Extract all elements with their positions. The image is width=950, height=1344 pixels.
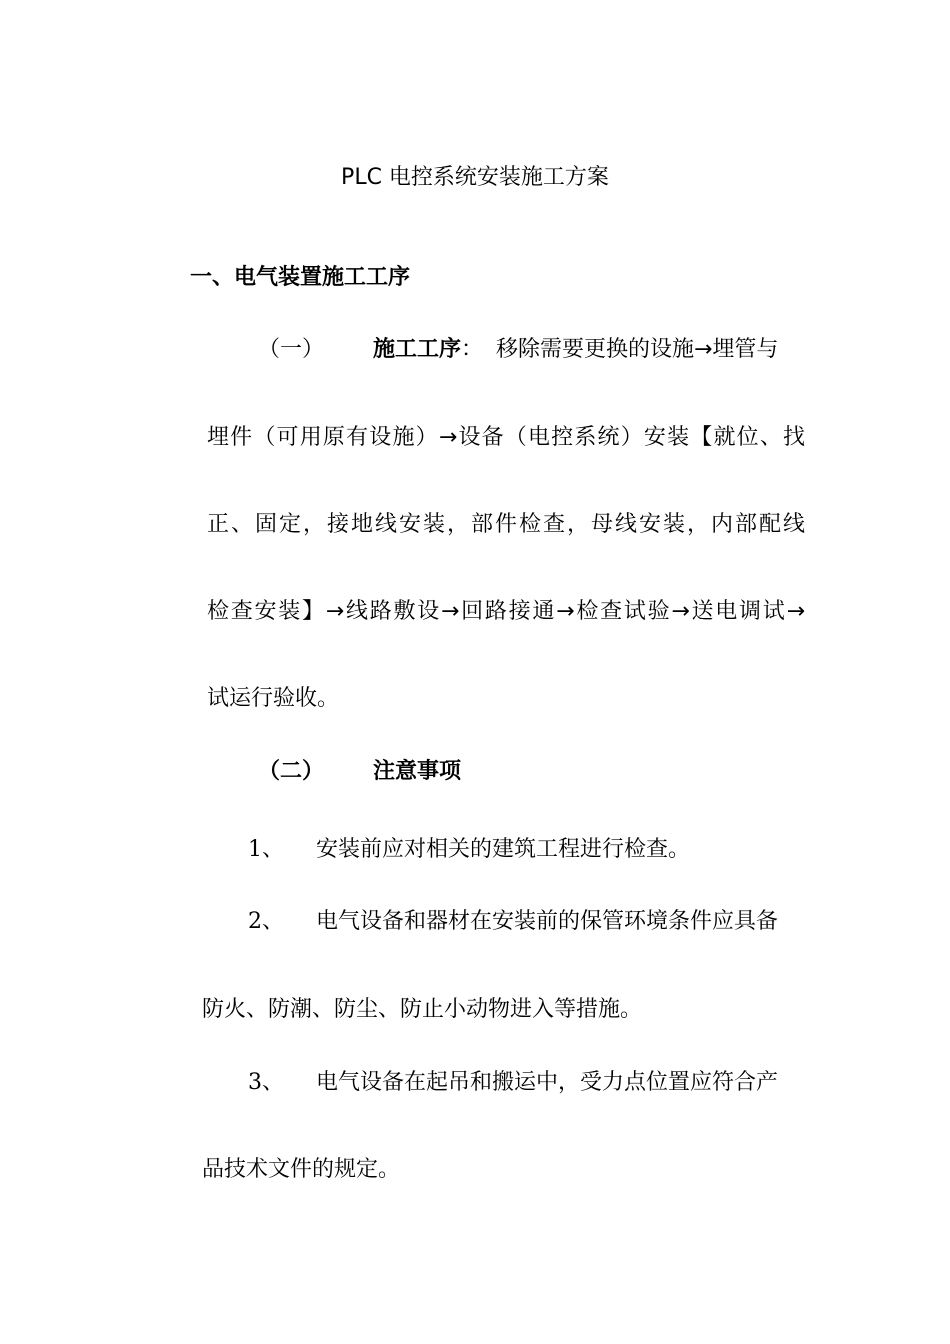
list-item-line: 安装前应对相关的建筑工程进行检查。 <box>316 837 691 862</box>
section-heading: 一、电气装置施工工序 <box>190 265 411 290</box>
subsection-label-text: 施工工序 <box>373 337 462 362</box>
list-item-number: 1、 <box>248 837 284 862</box>
paragraph-line: 检查安装】→线路敷设→回路接通→检查试验→送电调试→ <box>207 599 805 624</box>
subsection-marker-1: （一） <box>258 337 325 362</box>
subsection-label-1 <box>373 335 483 365</box>
paragraph-line: 移除需要更换的设施→埋管与 <box>496 337 779 362</box>
list-item-number: 3、 <box>248 1070 284 1095</box>
label-colon: ： <box>461 337 484 362</box>
paragraph-line: 正、固定，接地线安装，部件检查，母线安装，内部配线 <box>207 512 805 537</box>
document-title: PLC 电控系统安装施工方案 <box>341 165 609 190</box>
list-item-line: 防火、防潮、防尘、防止小动物进入等措施。 <box>202 997 643 1022</box>
list-item-number: 2、 <box>248 909 284 934</box>
paragraph-line: 试运行验收。 <box>207 686 340 711</box>
list-item-line: 品技术文件的规定。 <box>202 1157 401 1182</box>
subsection-label-2: 注意事项 <box>373 759 462 784</box>
list-item-line: 电气设备和器材在安装前的保管环境条件应具备 <box>316 909 779 934</box>
subsection-marker-2: （二） <box>258 759 325 784</box>
paragraph-line: 埋件（可用原有设施）→设备（电控系统）安装【就位、找 <box>207 425 805 450</box>
list-item-line: 电气设备在起吊和搬运中，受力点位置应符合产 <box>316 1070 779 1095</box>
